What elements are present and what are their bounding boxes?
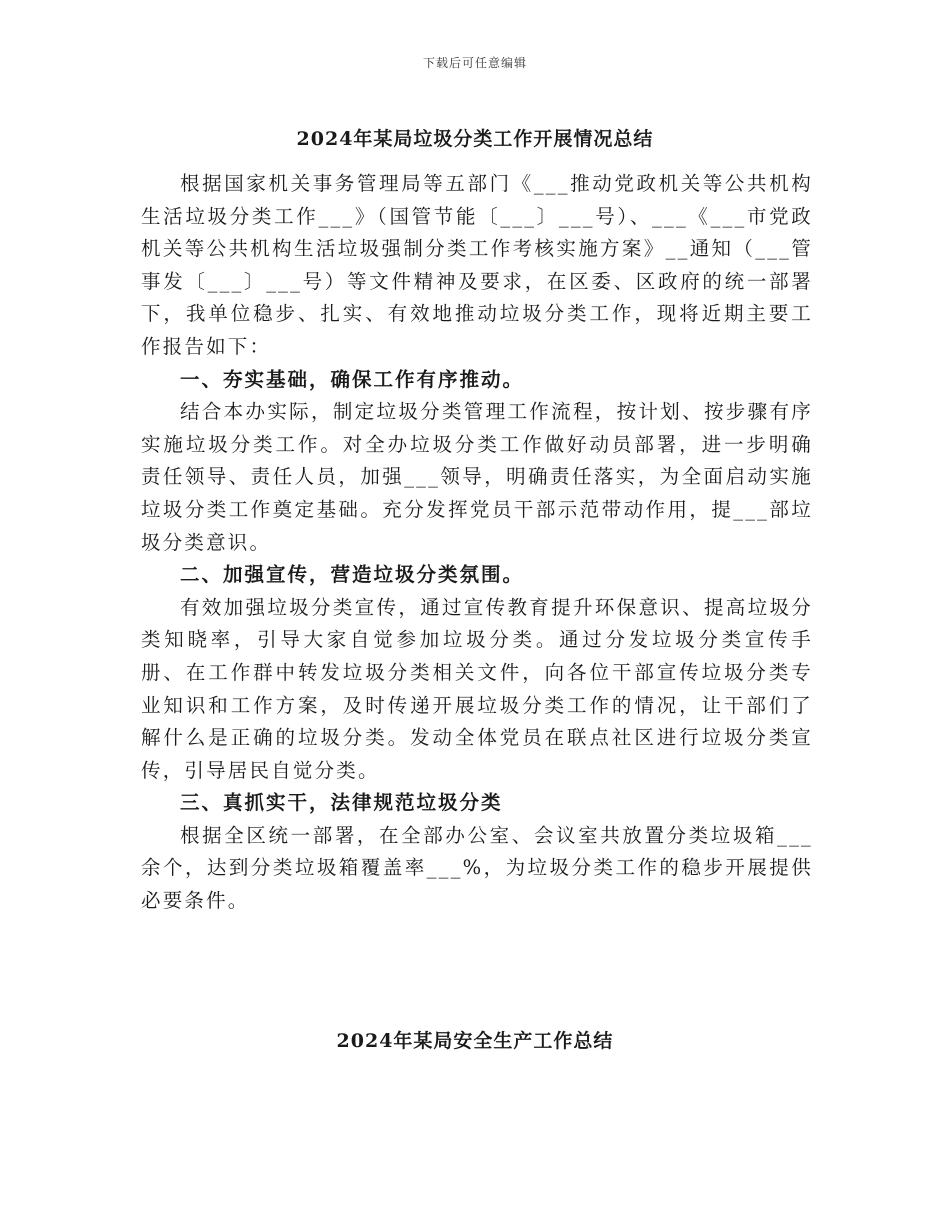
header-note: 下载后可任意编辑 [422, 56, 527, 70]
second-document-title: 2024年某局安全生产工作总结 [336, 1030, 614, 1052]
section-heading-1: 一、夯实基础，确保工作有序推动。 [180, 367, 525, 391]
intro-paragraph: 根据国家机关事务管理局等五部门《___推动党政机关等公共机构生活垃圾分类工作___》（国管节能〔___〕___号）、___《___市党政机关等公共机构生活垃圾强制分类工作考核实施方案》__通知（___管事发〔___〕___号）等文件精神及要求，在区委、区政府的统一部署下，我单位稳步、扎实、有效地推动垃圾分类工作，现将近期主要工作报告如下： [141, 172, 813, 358]
section-heading-3: 三、真抓实干，法律规范垃圾分类 [180, 791, 503, 815]
section-heading-2: 二、加强宣传，营造垃圾分类氛围。 [180, 563, 525, 587]
document-title: 2024年某局垃圾分类工作开展情况总结 [296, 128, 654, 150]
section-body-1: 结合本办实际，制定垃圾分类管理工作流程，按计划、按步骤有序实施垃圾分类工作。对全办垃圾分类工作做好动员部署，进一步明确责任领导、责任人员，加强___领导，明确责任落实，为全面启动实施垃圾分类工作奠定基础。充分发挥党员干部示范带动作用，提___部垃圾分类意识。 [141, 400, 813, 554]
section-body-2: 有效加强垃圾分类宣传，通过宣传教育提升环保意识、提高垃圾分类知晓率，引导大家自觉参加垃圾分类。通过分发垃圾分类宣传手册、在工作群中转发垃圾分类相关文件，向各位干部宣传垃圾分类专业知识和工作方案，及时传递开展垃圾分类工作的情况，让干部们了解什么是正确的垃圾分类。发动全体党员在联点社区进行垃圾分类宣传，引导居民自觉分类。 [141, 595, 813, 782]
section-body-3: 根据全区统一部署，在全部办公室、会议室共放置分类垃圾箱___余个，达到分类垃圾箱覆盖率___%，为垃圾分类工作的稳步开展提供必要条件。 [141, 823, 813, 913]
document-body [141, 168, 813, 918]
